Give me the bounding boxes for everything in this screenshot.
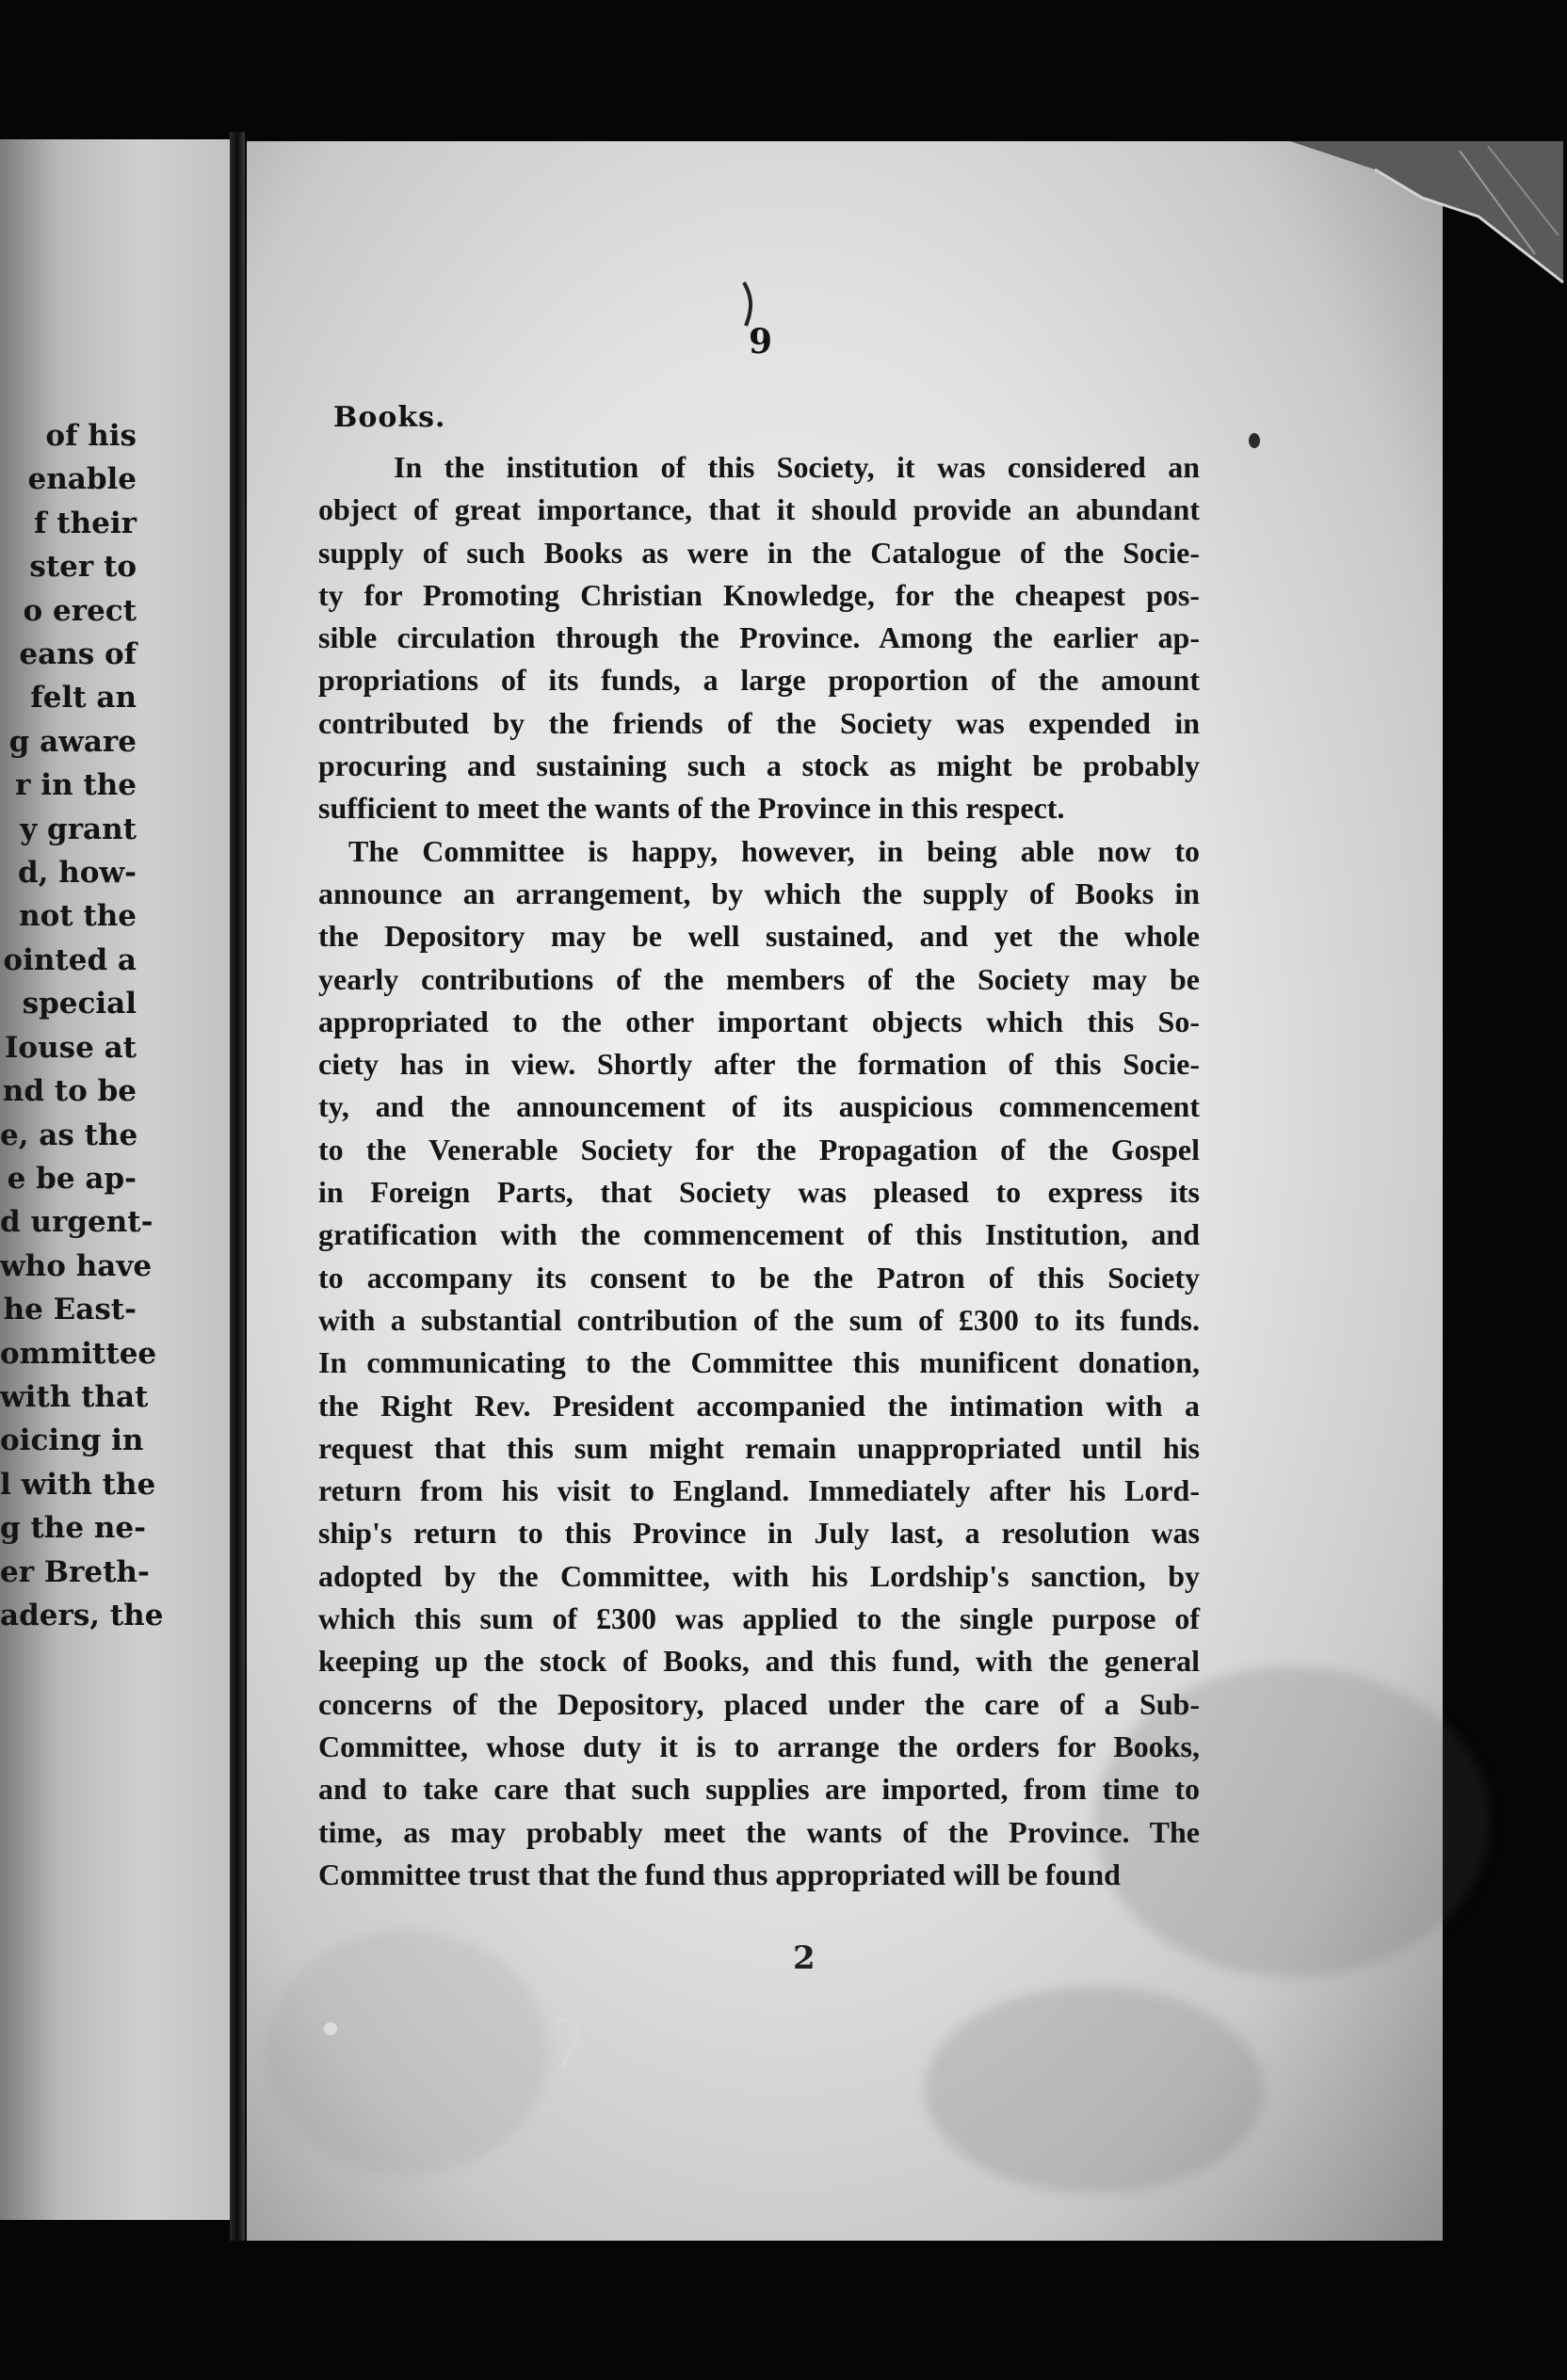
previous-page-line: ster to (29, 550, 137, 585)
body-text (318, 446, 1200, 1896)
previous-page-line: of his (45, 419, 137, 453)
torn-page-corner (1290, 141, 1563, 386)
previous-page-line: f their (34, 506, 137, 540)
text-line: ciety has in view. Shortly after the formation of this Socie- (318, 1047, 1200, 1082)
scan-speck (324, 2022, 337, 2035)
text-line: in Foreign Parts, that Society was pleased to express its (318, 1175, 1200, 1210)
text-line: to accompany its consent to be the Patron of this Society (318, 1260, 1200, 1295)
text-line: ty for Promoting Christian Knowledge, for the cheapest pos- (318, 577, 1200, 612)
text-line: gratification with the commencement of this Institution, and (318, 1217, 1200, 1252)
previous-page-line: l with the (0, 1467, 156, 1502)
text-line: appropriated to the other important objects which this So- (318, 1004, 1200, 1038)
text-line: the Depository may be well sustained, and yet the whole (318, 919, 1200, 954)
text-line: to the Venerable Society for the Propagation of the Gospel (318, 1132, 1200, 1166)
text-line: procuring and sustaining such a stock as might be probably (318, 748, 1200, 783)
text-line: and to take care that such supplies are imported, from time to (318, 1772, 1200, 1807)
text-line: concerns of the Depository, placed under the care of a Sub- (318, 1686, 1200, 1721)
previous-page-line: eans of (19, 637, 137, 672)
text-line: time, as may probably meet the wants of the Province. The (318, 1814, 1200, 1849)
previous-page-line: e, as the (0, 1118, 138, 1152)
text-line: which this sum of £300 was applied to the single purpose of (318, 1601, 1200, 1636)
text-line: In the institution of this Society, it was considered an (394, 450, 1200, 484)
text-line: Committee, whose duty it is to arrange the orders for Books, (318, 1729, 1200, 1763)
previous-page-line: felt an (30, 681, 137, 716)
text-line: ty, and the announcement of its auspicious commencement (318, 1089, 1200, 1124)
water-stain (266, 1930, 548, 2175)
text-line: sible circulation through the Province. Among the earlier ap- (318, 620, 1200, 655)
text-line: object of great importance, that it should provide an abundant (318, 492, 1200, 527)
text-line: In communicating to the Committee this munificent donation, (318, 1345, 1200, 1380)
text-line: ship's return to this Province in July last, a resolution was (318, 1516, 1200, 1551)
previous-page-line: enable (27, 462, 137, 497)
signature-mark: 2 (793, 1939, 816, 1977)
text-line: adopted by the Committee, with his Lordship's sanction, by (318, 1558, 1200, 1593)
previous-page-line: special (22, 987, 137, 1021)
previous-page-line: oicing in (0, 1423, 144, 1458)
book-gutter (230, 132, 245, 2241)
text-line: return from his visit to England. Immediately after his Lord- (318, 1473, 1200, 1508)
text-line: contributed by the friends of the Society was expended in (318, 705, 1200, 740)
text-line: Committee trust that the fund thus appropriated will be found (318, 1857, 1121, 1891)
handwritten-mark (735, 279, 763, 331)
section-heading: Books. (333, 401, 446, 434)
previous-page-text (0, 414, 164, 1637)
text-line: request that this sum might remain unappropriated until his (318, 1430, 1200, 1465)
water-stain (925, 1986, 1264, 2194)
text-line: propriations of its funds, a large proportion of the amount (318, 663, 1200, 698)
previous-page-line: aders, the (0, 1598, 164, 1632)
handwritten-mark (552, 2015, 590, 2071)
scan-speck (1249, 433, 1260, 448)
previous-page-line: ointed a (3, 942, 137, 977)
previous-page-line: r in the (15, 768, 137, 803)
previous-page-line: g aware (8, 724, 137, 759)
previous-page-line: who have (0, 1248, 153, 1283)
previous-page-line: o erect (23, 593, 137, 628)
text-line: announce an arrangement, by which the supply of Books in (318, 876, 1200, 910)
text-line: keeping up the stock of Books, and this fund, with the general (318, 1644, 1200, 1679)
previous-page-line: Iouse at (4, 1030, 137, 1065)
previous-page-line: he East- (3, 1293, 137, 1327)
previous-page-line: ommittee (0, 1336, 157, 1371)
previous-page-line: e be ap- (7, 1161, 137, 1196)
text-line: with a substantial contribution of the sum of £300 to its funds. (318, 1302, 1200, 1337)
text-line: yearly contributions of the members of the Society may be (318, 961, 1200, 996)
previous-page-line: er Breth- (0, 1554, 150, 1589)
previous-page-line: not the (19, 899, 137, 934)
previous-page-line: y grant (20, 812, 137, 846)
text-line: sufficient to meet the wants of the Province in this respect. (318, 791, 1065, 826)
previous-page-line: with that (0, 1379, 149, 1414)
text-line: the Right Rev. President accompanied the intimation with a (318, 1388, 1200, 1423)
page-number: 9 (749, 322, 773, 362)
previous-page-line: nd to be (2, 1074, 137, 1109)
text-line: supply of such Books as were in the Catalogue of the Socie- (318, 535, 1200, 570)
previous-page-line: g the ne- (0, 1511, 146, 1546)
previous-page-line: d, how- (17, 856, 137, 891)
text-line: The Committee is happy, however, in being able now to (348, 833, 1200, 868)
previous-page-line: d urgent- (0, 1205, 153, 1240)
